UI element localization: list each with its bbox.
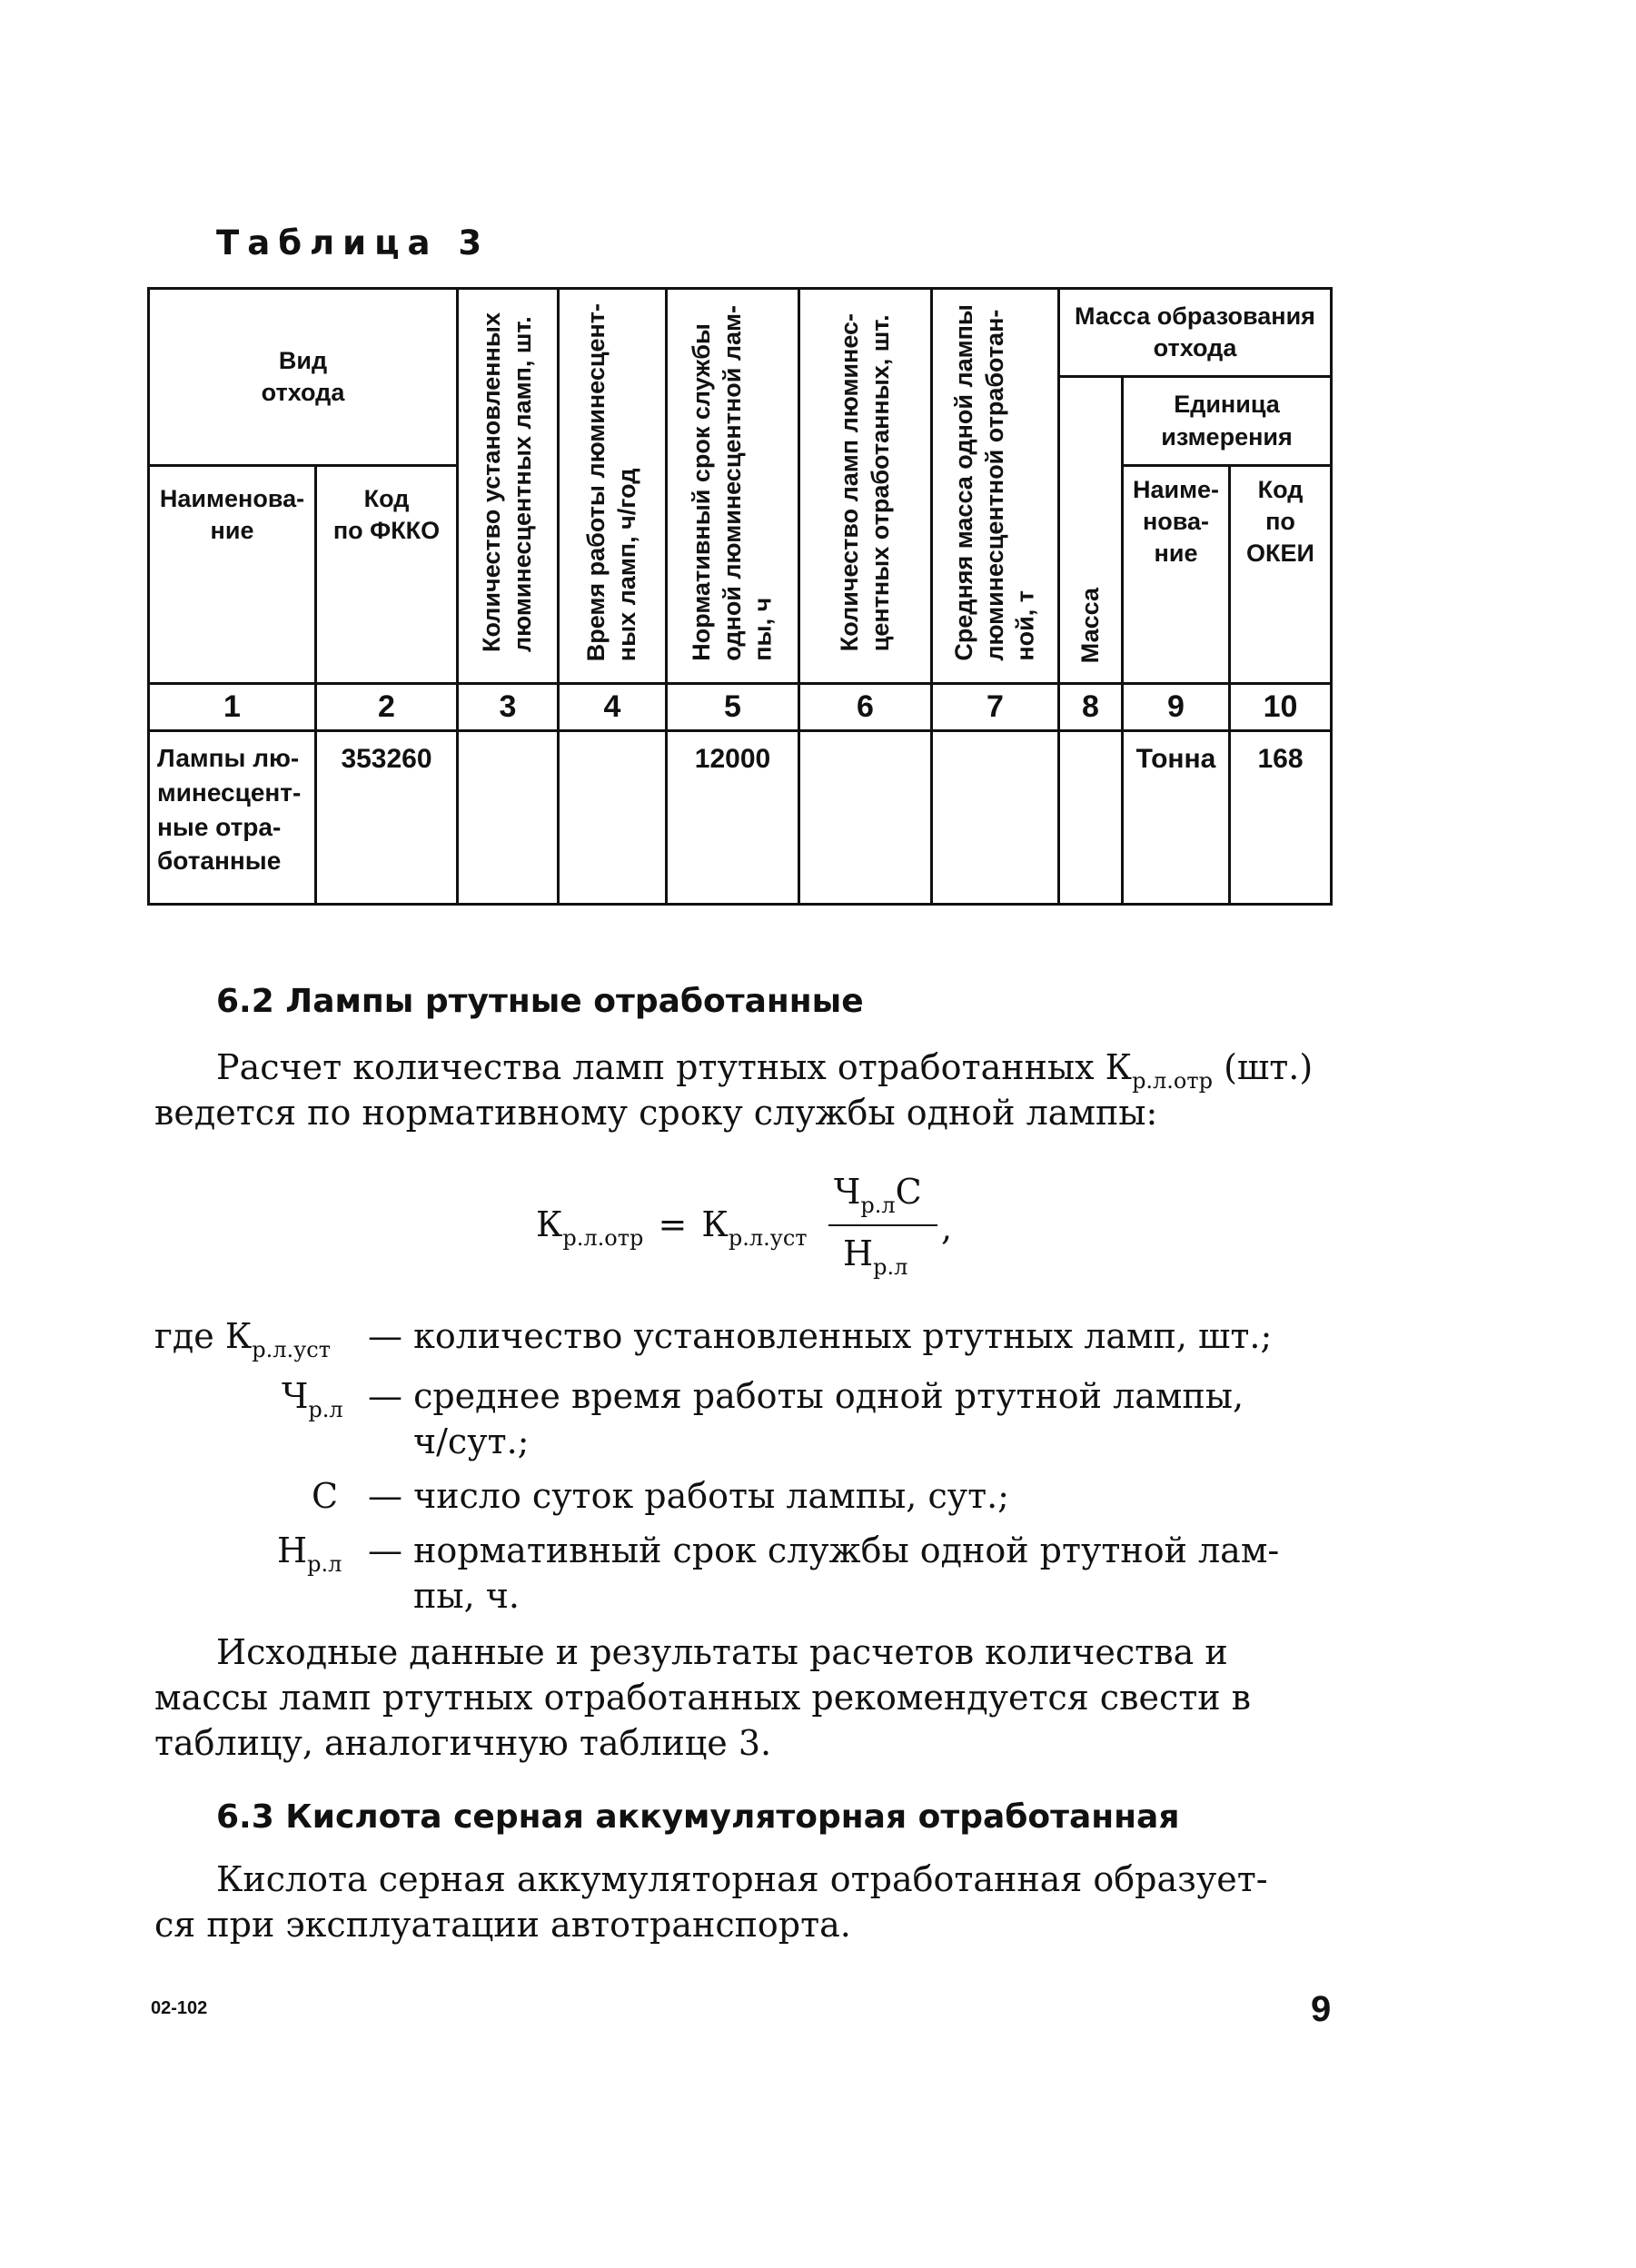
where-line-k: где $К_{р.л.уст}$ [154, 1316, 332, 1362]
header-vid-otkhoda: Вид отхода [149, 289, 458, 466]
header-unit-name: Наиме- нова- ние [1123, 466, 1230, 684]
formula-denominator: $Н_{р.л}$ [843, 1233, 908, 1280]
row-c6 [799, 731, 932, 905]
header-massa-group: Масса образования отхода [1059, 289, 1332, 377]
col-number: 5 [667, 684, 799, 731]
header-col-3: Количество установленных люминесцентных ламп, шт. [458, 289, 559, 684]
col-number: 1 [149, 684, 316, 731]
header-col-massa: Масса [1059, 377, 1123, 684]
page-number: 9 [1311, 1989, 1332, 2029]
where-text-ch: — среднее время работы одной ртутной лампы, [368, 1376, 1244, 1416]
paragraph-line: Кислота серная аккумуляторная отработанная образует- [216, 1859, 1268, 1899]
header-okei: Код по ОКЕИ [1230, 466, 1332, 684]
row-c8 [1059, 731, 1123, 905]
row-unit: Тонна [1123, 731, 1230, 905]
section-6-2-heading: 6.2 Лампы ртутные отработанные [216, 983, 864, 1020]
col-number: 9 [1123, 684, 1230, 731]
where-line-c: С [312, 1476, 339, 1516]
where-text-k: — количество установленных ртутных ламп, шт.; [368, 1316, 1273, 1356]
where-text-c: — число суток работы лампы, сут.; [368, 1476, 1009, 1516]
header-col-5: Нормативный срок службы одной люминесцентной лам- пы, ч [667, 289, 799, 684]
header-kod-fkko: Код по ФККО [316, 466, 458, 684]
row-c5: 12000 [667, 731, 799, 905]
col-number: 10 [1230, 684, 1332, 731]
row-okei: 168 [1230, 731, 1332, 905]
where-line-ch: $Ч_{р.л}$ [282, 1376, 343, 1422]
where-line-n: $Н_{р.л}$ [277, 1530, 342, 1577]
paragraph-line: ведется по нормативному сроку службы одной лампы: [154, 1093, 1158, 1133]
where-text-ch-cont: ч/сут.; [413, 1421, 530, 1461]
waste-table [147, 287, 1333, 906]
col-number: 4 [559, 684, 667, 731]
row-code: 353260 [316, 731, 458, 905]
col-number: 3 [458, 684, 559, 731]
footer-code: 02-102 [151, 1998, 208, 2018]
formula-comma: , [941, 1208, 953, 1248]
paragraph-line: ся при эксплуатации автотранспорта. [154, 1905, 851, 1945]
header-unit-group: Единица измерения [1123, 377, 1332, 466]
paragraph-line: Расчет количества ламп ртутных отработанных $К_{р.л.отр}$ (шт.) [216, 1047, 1314, 1094]
col-number: 7 [932, 684, 1059, 731]
row-name: Лампы лю- минесцент- ные отра- ботанные [149, 731, 316, 905]
paragraph-line: массы ламп ртутных отработанных рекомендуется свести в [154, 1678, 1252, 1718]
row-c7 [932, 731, 1059, 905]
section-6-3-heading: 6.3 Кислота серная аккумуляторная отработанная [216, 1798, 1180, 1836]
header-col-6: Количество ламп люминес- центных отработанных, шт. [799, 289, 932, 684]
formula-fraction-bar [828, 1224, 937, 1226]
col-number: 8 [1059, 684, 1123, 731]
formula-numerator: $Ч_{р.л}С$ [834, 1172, 922, 1218]
col-number: 6 [799, 684, 932, 731]
row-c3 [458, 731, 559, 905]
col-number: 2 [316, 684, 458, 731]
table-caption: Таблица 3 [216, 223, 491, 262]
where-text-n-cont: пы, ч. [413, 1576, 520, 1616]
paragraph-line: таблицу, аналогичную таблице 3. [154, 1723, 772, 1763]
row-c4 [559, 731, 667, 905]
where-text-n: — нормативный срок службы одной ртутной лам- [368, 1530, 1280, 1570]
formula-lhs: $К_{р.л.отр} = К_{р.л.уст}$ [536, 1204, 808, 1251]
header-naimenovanie: Наименова- ние [149, 466, 316, 684]
paragraph-line: Исходные данные и результаты расчетов количества и [216, 1632, 1228, 1672]
header-col-7: Средняя масса одной лампы люминесцентной отработан- ной, т [932, 289, 1059, 684]
header-col-4: Время работы люминесцент- ных ламп, ч/год [559, 289, 667, 684]
